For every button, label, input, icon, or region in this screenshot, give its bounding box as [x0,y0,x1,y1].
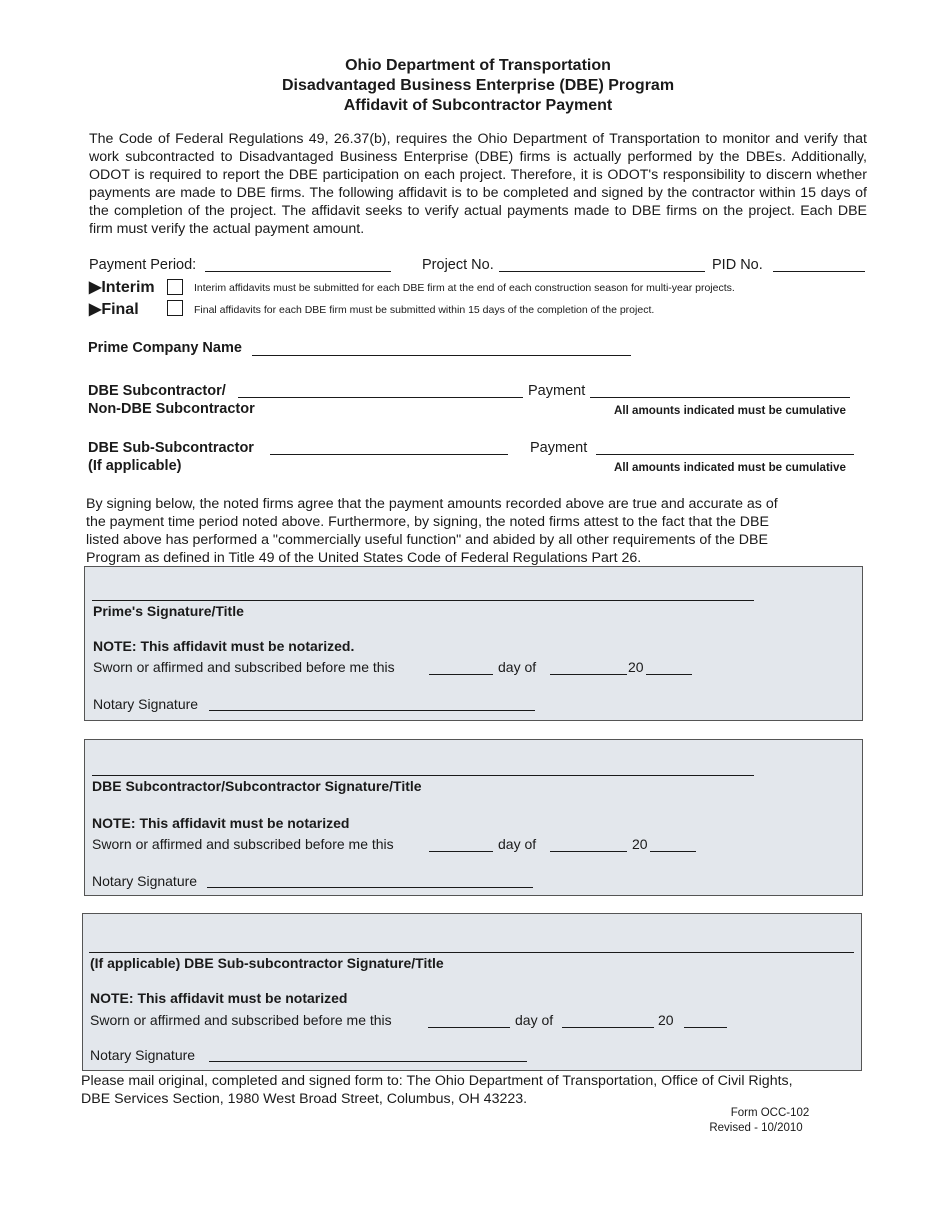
payment-label-1: Payment [528,383,586,399]
dbe-day-of: day of [498,836,537,852]
prime-day-of: day of [498,659,537,675]
payment-period-field[interactable] [205,271,391,272]
prime-day-field[interactable] [429,674,493,675]
subsub-notary-label: Notary Signature [90,1047,196,1063]
dbe-sworn-text: Sworn or affirmed and subscribed before me this [92,836,394,852]
prime-sworn-text: Sworn or affirmed and subscribed before me this [93,659,395,675]
signing-line: listed above has performed a "commercially useful function" and abided by all other requirements of the DBE [86,532,768,548]
subsub-day-of: day of [515,1012,554,1028]
prime-year-prefix: 20 [628,659,644,675]
revision-date: Revised - 10/2010 [709,1122,803,1134]
pid-no-label: PID No. [712,257,763,273]
mail-line-2: DBE Services Section, 1980 West Broad Street, Columbus, OH 43223. [81,1091,528,1107]
mail-line-1: Please mail original, completed and signed form to: The Ohio Department of Transportation, Office of Civil Rights, [81,1073,793,1089]
if-applicable-label: (If applicable) [88,458,182,474]
mail-instructions [81,1072,871,1108]
dbe-note: NOTE: This affidavit must be notarized [92,815,350,831]
dbe-subcontractor-label: DBE Subcontractor/ [88,383,226,399]
prime-company-label: Prime Company Name [88,340,242,356]
signing-line: the payment time period noted above. Furthermore, by signing, the noted firms attest to the fact that the DBE [86,514,769,530]
dbe-subcontractor-field[interactable] [238,397,523,398]
cumulative-note-1: All amounts indicated must be cumulative [614,404,846,417]
interim-row [89,277,155,297]
prime-notary-label: Notary Signature [93,696,199,712]
dbe-subsub-label: DBE Sub-Subcontractor [88,440,254,456]
intro-paragraph: The Code of Federal Regulations 49, 26.37(b), requires the Ohio Department of Transportation to monitor and verify that work subcontracted to Disadvantaged Business Enterprise (DBE) firms is actually performed by the DBEs. Additionally, ODOT is required to report the DBE participation on each project. Therefore, it is ODOT's responsibility to discern whether payments are made to DBE firms. The following affidavit is to be completed and signed by the contractor within 15 days of the completion of the project. The affidavit seeks to verify actual payments made to DBE firms on the project. Each DBE firm must verify the actual payment amount. [89,131,867,237]
signing-line: By signing below, the noted firms agree that the payment amounts recorded above are true and accurate as of [86,496,778,512]
form-title-affidavit: Affidavit of Subcontractor Payment [343,97,613,114]
interim-note: Interim affidavits must be submitted for each DBE firm at the end of each construction season for multi-year projects. [194,282,735,294]
prime-signature-title: Prime's Signature/Title [93,603,244,619]
dbe-signature-title: DBE Subcontractor/Subcontractor Signature/Title [92,778,422,794]
subsub-note: NOTE: This affidavit must be notarized [90,990,348,1006]
interim-label: Interim [101,279,155,296]
dbe-notary-field[interactable] [207,887,533,888]
dbe-signature-line[interactable] [92,775,754,776]
subsub-signature-line[interactable] [89,952,854,953]
subsub-notary-field[interactable] [209,1061,527,1062]
triangle-right-icon: ▶ [89,279,102,296]
subsub-month-field[interactable] [562,1027,654,1028]
subsub-sworn-text: Sworn or affirmed and subscribed before me this [90,1012,392,1028]
dbe-year-prefix: 20 [632,836,648,852]
prime-note: NOTE: This affidavit must be notarized. [93,638,355,654]
subsub-year-prefix: 20 [658,1012,674,1028]
dbe-year-field[interactable] [650,851,696,852]
subsub-day-field[interactable] [428,1027,510,1028]
final-checkbox[interactable] [167,300,183,316]
dbe-day-field[interactable] [429,851,493,852]
form-title-agency: Ohio Department of Transportation [345,57,611,74]
final-note: Final affidavits for each DBE firm must be submitted within 15 days of the completion of the project. [194,304,655,316]
dbe-month-field[interactable] [550,851,627,852]
project-no-label: Project No. [422,257,494,273]
prime-month-field[interactable] [550,674,627,675]
form-number: Form OCC-102 [730,1107,810,1119]
payment-field-1[interactable] [590,397,850,398]
form-title-program: Disadvantaged Business Enterprise (DBE) Program [281,77,675,94]
signing-line: Program as defined in Title 49 of the United States Code of Federal Regulations Part 26. [86,550,642,566]
prime-year-field[interactable] [646,674,692,675]
pid-no-field[interactable] [773,271,865,272]
cumulative-note-2: All amounts indicated must be cumulative [614,461,846,474]
triangle-right-icon: ▶ [89,301,102,318]
project-no-field[interactable] [499,271,705,272]
dbe-notary-label: Notary Signature [92,873,198,889]
subsub-signature-title: (If applicable) DBE Sub-subcontractor Signature/Title [90,955,444,971]
subsub-year-field[interactable] [684,1027,727,1028]
prime-signature-line[interactable] [92,600,754,601]
prime-company-field[interactable] [252,355,631,356]
non-dbe-subcontractor-label: Non-DBE Subcontractor [88,401,255,417]
payment-label-2: Payment [530,440,588,456]
interim-checkbox[interactable] [167,279,183,295]
dbe-subsub-field[interactable] [270,454,508,455]
signing-paragraph [86,495,876,567]
payment-field-2[interactable] [596,454,854,455]
final-label: Final [101,301,139,318]
prime-notary-field[interactable] [209,710,535,711]
payment-period-label: Payment Period: [89,257,197,273]
final-row [89,299,139,319]
